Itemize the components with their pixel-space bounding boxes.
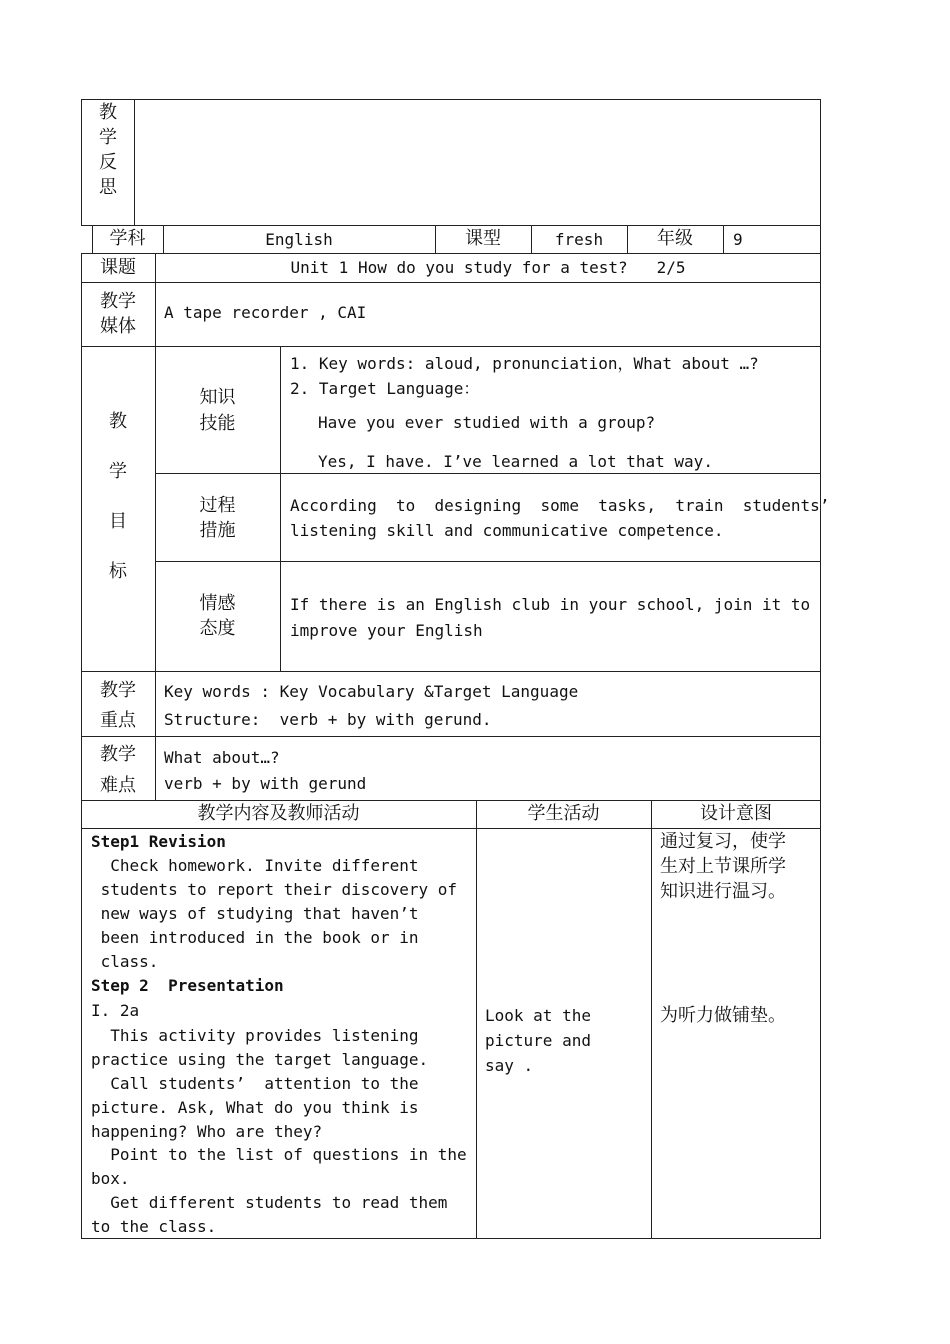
reflection-box <box>81 99 821 226</box>
topic-label: 课题 <box>100 257 136 278</box>
student-activity-line: say . <box>485 1056 534 1075</box>
step2-line: box. <box>91 1169 130 1188</box>
objectives-label-char: 标 <box>109 561 127 582</box>
step1-line: been introduced in the book or in <box>91 928 419 947</box>
sublabel-column-line <box>280 346 281 671</box>
knowledge-line-2: 2. Target Language： <box>290 379 480 398</box>
knowledge-line-1: 1. Key words: aloud, pronunciation，What about …? <box>290 354 759 373</box>
step2-line: Get different students to read them <box>91 1193 448 1212</box>
media-label-1: 教学 <box>100 291 136 312</box>
knowledge-line-3: Have you ever studied with a group? <box>318 413 656 432</box>
step1-line: new ways of studying that haven’t <box>91 904 419 923</box>
step2-line: Point to the list of questions in the <box>91 1145 467 1164</box>
knowledge-label-2: 技能 <box>199 413 236 434</box>
objectives-label-char: 学 <box>109 461 127 482</box>
objectives-label-char: 目 <box>109 511 127 532</box>
col-header-teacher: 教学内容及教师活动 <box>197 803 360 824</box>
media-value: A tape recorder , CAI <box>164 303 367 322</box>
design-intent-line: 知识进行温习。 <box>660 881 786 902</box>
step1-title: Step1 Revision <box>91 832 226 851</box>
media-label-2: 媒体 <box>100 316 136 337</box>
step2-title: Step 2 Presentation <box>91 976 284 995</box>
step1-line: students to report their discovery of <box>91 880 458 899</box>
attitude-label-1: 情感 <box>199 593 236 614</box>
reflection-divider <box>134 99 135 226</box>
row-line <box>81 800 821 801</box>
design-intent-line: 生对上节课所学 <box>660 856 786 877</box>
activity-column-line <box>651 800 652 1239</box>
step2-line: practice using the target language. <box>91 1050 429 1069</box>
key-points-label-2: 重点 <box>100 710 136 731</box>
grade-value: 9 <box>733 230 743 249</box>
step1-line: class. <box>91 952 159 971</box>
difficulties-label-1: 教学 <box>100 744 136 765</box>
step2-line: I. 2a <box>91 1001 140 1020</box>
step1-line: Check homework. Invite different <box>91 856 419 875</box>
row-line <box>81 671 821 672</box>
row-line <box>81 282 821 283</box>
key-points-line-2: Structure: verb + by with gerund. <box>164 710 492 729</box>
step2-line: picture. Ask, What do you think is <box>91 1098 419 1117</box>
row-line <box>155 561 821 562</box>
row-line <box>81 346 821 347</box>
reflection-label: 教学反思 <box>99 102 117 198</box>
design-intent-line: 为听力做铺垫。 <box>660 1005 786 1026</box>
row-line <box>81 736 821 737</box>
header-divider <box>723 225 724 254</box>
process-label-1: 过程 <box>199 495 236 516</box>
key-points-label-1: 教学 <box>100 680 136 701</box>
step2-line: to the class. <box>91 1217 217 1236</box>
step2-line: happening? Who are they? <box>91 1122 323 1141</box>
attitude-label-2: 态度 <box>199 618 236 639</box>
difficulties-line-1: What about…? <box>164 748 280 767</box>
subject-value: English <box>265 230 333 249</box>
key-points-line-1: Key words : Key Vocabulary &Target Language <box>164 682 579 701</box>
step2-line: Call students’ attention to the <box>91 1074 419 1093</box>
design-intent-line: 通过复习，使学 <box>660 831 786 852</box>
grade-label: 年级 <box>657 228 693 249</box>
knowledge-label-1: 知识 <box>199 387 236 408</box>
difficulties-line-2: verb + by with gerund <box>164 774 367 793</box>
difficulties-label-2: 难点 <box>100 775 136 796</box>
attitude-line-1: If there is an English club in your school, join it to <box>290 595 811 614</box>
process-label-2: 措施 <box>199 520 236 541</box>
process-line-1: According to designing some tasks, train students’ <box>290 496 830 515</box>
activity-column-line <box>476 800 477 1239</box>
student-activity-line: picture and <box>485 1031 591 1050</box>
type-label: 课型 <box>465 228 501 249</box>
col-header-student: 学生活动 <box>527 803 600 824</box>
objectives-label-char: 教 <box>109 411 127 432</box>
process-line-2: listening skill and communicative competence. <box>290 521 724 540</box>
col-header-design: 设计意图 <box>700 803 772 824</box>
student-activity-line: Look at the <box>485 1006 591 1025</box>
step2-line: This activity provides listening <box>91 1026 419 1045</box>
type-value: fresh <box>554 230 604 249</box>
knowledge-line-4: Yes, I have. I’ve learned a lot that way. <box>318 452 713 471</box>
attitude-line-2: improve your English <box>290 621 483 640</box>
subject-label: 学科 <box>109 228 146 249</box>
row-line <box>81 828 821 829</box>
topic-value: Unit 1 How do you study for a test? 2/5 <box>290 258 686 277</box>
